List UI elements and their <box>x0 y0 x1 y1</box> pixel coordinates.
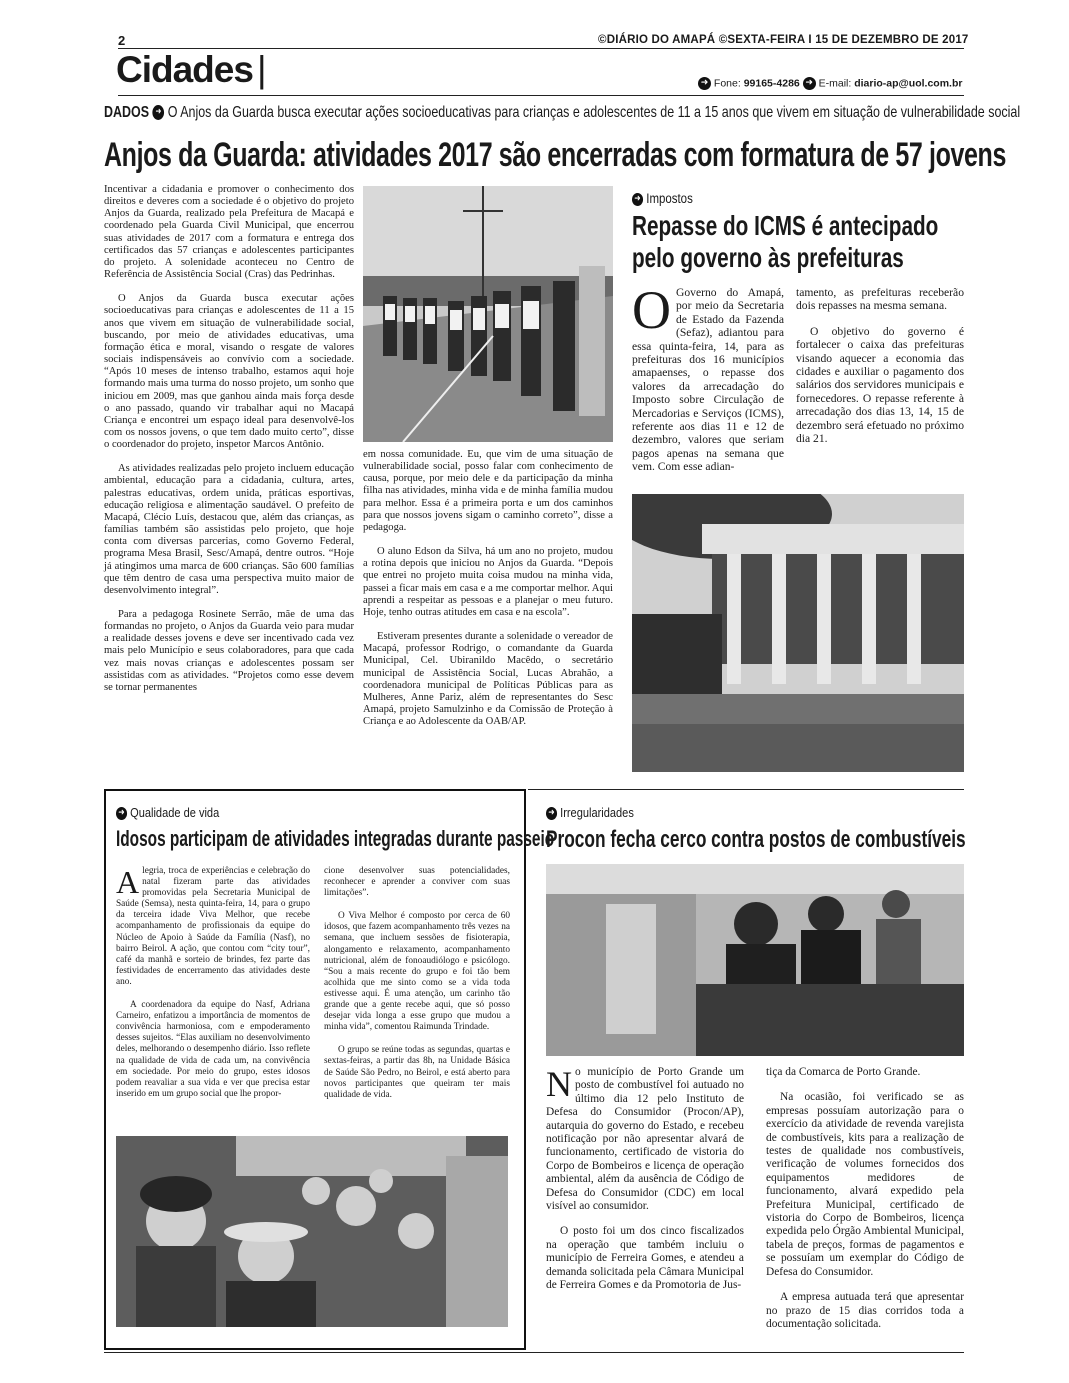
paragraph: O posto foi um dos cinco fiscalizados na operação que também incluiu o município de Ferreira Gomes, e atendeu a demanda solicitada pela Câmara Municipal de Ferreira Gomes e da Promotoria de Jus- <box>546 1225 744 1292</box>
phone-label: Fone: <box>713 77 741 90</box>
phone: 99165-4286 <box>743 77 800 90</box>
paragraph: A empresa autuada terá que apresentar no prazo de 15 dias corridos toda a documentação solicitada. <box>766 1291 964 1330</box>
idosos-lead: legria, troca de experiências e celebração do natal fizeram parte das atividades promovidas pela Secretaria Municipal de Saúde (Semsa), nesta quinta-feira, 14, para o grupo da terceira idade Viva Melhor, que recebe acompanhamento de profissionais da equipe do Núcleo de Apoio à Saúde da Família (Nasf), no bairro Beirol. A ação, que contou com “city tour”, café da manhã e sorteio de brindes, fez parte das festividades de encerramento das atividades deste ano. <box>116 866 310 987</box>
copyright-icon: © <box>598 34 607 46</box>
dateline <box>598 34 969 46</box>
arrow-icon: ➜ <box>698 77 711 90</box>
newspaper-name: DIÁRIO DO AMAPÁ <box>606 34 716 46</box>
paragraph: O grupo se reúne todas as segundas, quartas e sextas-feiras, a partir das 8h, na Unidade Básica de Saúde São Pedro, no Beirol, e está aberto para novos participantes que queiram ter mais qualidade de vida. <box>324 1045 510 1100</box>
arrow-icon: ➜ <box>632 193 643 206</box>
paragraph: O Anjos da Guarda busca executar ações socioeducativas para crianças e adolescentes de 11 a 15 anos que vivem em situação de vulnerabilidade social, buscando, por meio de atividades educativas, uma formação ética e moral, visando o resgate de valores sociais indispensáveis ao convívio com a sociedade. “Após 10 meses de intenso trabalho, estamos aqui hoje formando mais uma turma do nosso projeto, um sonho que iniciou em 2009, mas que ganhou ainda mais força desde o ano passado, quando vir trabalhar aqui no Macapá Criança e encontrei um espaço ideal para desenvolvê-los com os nossos jovens, o que tem dado muito certo”, disse o coordenador do projeto, inspetor Marcos Antônio. <box>104 293 354 451</box>
sefaz-building-art <box>632 494 964 772</box>
email-label: E-mail: <box>818 77 852 90</box>
formatura-photo-art <box>363 186 613 442</box>
procon-headline: Procon fecha cerco contra postos de combustíveis <box>546 826 966 853</box>
bus-passengers-photo <box>116 1136 508 1327</box>
formatura-photo <box>363 186 613 442</box>
procon-inspection-art <box>546 864 964 1056</box>
paragraph <box>116 866 310 988</box>
date-line: SEXTA-FEIRA I 15 DE DEZEMBRO DE 2017 <box>727 34 969 46</box>
copyright-icon: © <box>718 34 728 46</box>
paragraph: Na ocasião, foi verificado se as empresas possuíam autorização para o exercício da atividade de revenda varejista de combustíveis, kits para a realização de testes de qualidade nos combustíveis, verificação de volumes fornecidos dos equipamentos medidores de funcionamento, alvará expedido pela Prefeitura Municipal, certificado de vistoria do Corpo de Bombeiros, licença expedida pelo Órgão Ambiental Municipal, tabela de preços, formas de pagamentos e se possuíam um exemplar do Código de Defesa do Consumidor. <box>766 1091 964 1278</box>
header-bottom-rule <box>118 95 964 96</box>
section-separator <box>528 789 964 790</box>
paragraph: O objetivo do governo é fortalecer o caixa das prefeituras visando aquecer a economia das cidades e auxiliar o pagamento dos salários dos servidores municipais e fornecedores. O repasse referente à arrecadação dos dias 13, 14, 15 de dezembro será efetuado no próximo dia 21. <box>796 324 964 446</box>
kicker-label: DADOS <box>104 104 150 121</box>
bus-passengers-art <box>116 1136 508 1327</box>
kicker-text: O Anjos da Guarda busca executar ações socioeducativas para crianças e adolescentes de 11 a 15 anos que vivem em situação de vulnerabilidade social <box>167 104 1021 121</box>
paragraph: Para a pedagoga Rosinete Serrão, mãe de uma das formandas no projeto, o Anjos da Guarda veio para mudar a realidade desses jovens e deve ser incentivado cada vez mais pelo Município e seus colaboradores, para que cada vez mais novas crianças e adolescentes possam ser assistidas com as atividades. “Projetos como esse devem se tornar permanentes <box>104 609 354 693</box>
paragraph: cione desenvolver suas potencialidades, reconhecer e aprender a conviver com suas limitações”. <box>324 866 510 899</box>
procon-col1 <box>546 1066 744 1305</box>
contact-line <box>698 77 962 90</box>
paragraph: Incentivar a cidadania e promover o conhecimento dos direitos e deveres com a sociedade é o objetivo do projeto Anjos da Guarda, realizado pela Prefeitura de Macapá e coordenado pela Guarda Civil Municipal, que encerrou suas atividades de 2017 com a formatura e entrega dos certificados das 57 crianças e adolescentes participantes do projeto. A solenidade aconteceu no Centro de Referência de Assistência Social (Cras) das Pedrinhas. <box>104 184 354 281</box>
procon-inspection-photo <box>546 864 964 1056</box>
paragraph: O aluno Edson da Silva, há um ano no projeto, mudou a rotina depois que iniciou no Anjos da Guarda. “Depois que entrei no projeto muita coisa mudou na minha vida, passei a ficar mais em casa e a me comportar melhor. Aqui aprendi a respeitar as pessoas e a planejar o meu futuro. Hoje, tenho outras atitudes em casa e na escola”. <box>363 546 613 618</box>
icms-col2 <box>796 286 964 457</box>
main-article-col1 <box>104 184 354 706</box>
drop-cap: N <box>546 1064 572 1104</box>
paragraph: em nossa comunidade. Eu, que vim de uma situação de vulnerabilidade social, posso falar com conhecimento de causa, porque, por meio dele e da participação da minha filha nas atividades, minha vida e de minha família mudou para melhor. Essa é a primeira porta e um dos caminhos para que nossos jovens sigam o caminho correto”, disse a pedagoga. <box>363 449 613 533</box>
idosos-col1 <box>116 866 310 1112</box>
section-title: Cidades | <box>116 49 266 90</box>
paragraph: tamento, as prefeituras receberão dois repasses na mesma semana. <box>796 286 964 313</box>
procon-col2 <box>766 1066 964 1343</box>
main-headline: Anjos da Guarda: atividades 2017 são encerradas com formatura de 57 jovens <box>104 136 1006 174</box>
procon-kicker: ➜ Irregularidades <box>546 805 634 820</box>
idosos-col2 <box>324 866 510 1113</box>
arrow-icon: ➜ <box>546 807 557 820</box>
icms-kicker: ➜ Impostos <box>632 191 693 206</box>
paragraph: As atividades realizadas pelo projeto incluem educação ambiental, educação para a cidadania, cultura, artes, palestras educativas, ordem unida, práticas esportivas, educação religiosa e alimentação saudável. O prefeito de Macapá, Clécio Luís, destacou que, além das crianças, as famílias também são assistidas pelo projeto, que hoje conta com diversas parcerias, como Governo Federal, programa Mesa Brasil, Sesc/Amapá, dentre outros. “Hoje já atingimos uma marca de 600 crianças. São 600 famílias que têm dentro de casa uma perspectiva muito maior de desenvolvimento integral”. <box>104 463 354 596</box>
footer-rule <box>104 1352 964 1353</box>
idosos-headline: Idosos participam de atividades integradas durante passeio <box>116 826 555 851</box>
paragraph: O Viva Melhor é composto por cerca de 60 idosos, que fazem acompanhamento três vezes na semana, que incluem sessões de fisioterapia, alongamento e relaxamento, acompanhamento nutricional, além de fonoaudiólogo e psicólogo. “Sou a mais recente do grupo e foi tão bem acolhida que me sinto como se a vida toda estivesse aqui. É uma atenção, um carinho tão grande que a gente recebe aqui, que só posso desejar vida longa a esse grupo que mudou a minha vida”, comentou Raimunda Trindade. <box>324 911 510 1033</box>
drop-cap: O <box>632 280 671 340</box>
email-link[interactable]: diario-ap@uol.com.br <box>854 77 963 90</box>
icms-headline: Repasse do ICMS é antecipado pelo governo às prefeituras <box>632 210 939 273</box>
paragraph: tiça da Comarca de Porto Grande. <box>766 1066 921 1078</box>
arrow-icon: ➜ <box>803 77 816 90</box>
page-number: 2 <box>118 33 126 48</box>
icms-col1 <box>632 280 784 486</box>
paragraph: A coordenadora da equipe do Nasf, Adriana Carneiro, enfatizou a importância de momentos de convivência harmoniosa, com e empoderamento desses sujeitos. “Elas auxiliam no desenvolvimento deles, melhorando o desempenho diário. Isso reflete na qualidade de vida de cada um, na convivência em sociedade. Por meio do grupo, estes idosos podem reavaliar a sua vida e ver que precisa estar inserido em um grupo social que lhe propor- <box>116 1000 310 1099</box>
main-kicker <box>104 104 1020 122</box>
arrow-icon: ➜ <box>153 105 165 120</box>
paragraph <box>546 1066 744 1213</box>
paragraph <box>632 280 784 474</box>
icms-lead: Governo do Amapá, por meio da Secretaria de Estado da Fazenda (Sefaz), adiantou para essa quinta-feira, 14, para as prefeituras dos 16 municípios amapaenses, o repasse dos valores da arrecadação do Imposto sobre Circulação de Mercadorias e Serviços (ICMS), referente aos dias 11 e 12 de dezembro, valores que seriam pagos apenas na semana que vem. Com esse adian- <box>632 286 784 474</box>
main-article-col2 <box>363 449 613 740</box>
procon-lead: o município de Porto Grande um posto de combustível foi autuado no último dia 12 pelo Instituto de Defesa do Consumidor (Procon/AP), autarquia do governo do Estado, e recebeu notificação por não apresentar alvará de funcionamento, certificado de vistoria do Corpo de Bombeiros e licença de operação ambiental, além da ausência de Código de Defesa do Consumidor (CDC) em local visível ao consumidor. <box>546 1066 744 1213</box>
sefaz-building-photo <box>632 494 964 772</box>
paragraph: Estiveram presentes durante a solenidade o vereador de Macapá, professor Rodrigo, o comandante da Guarda Municipal, Cel. Ubiranildo Macêdo, o secretário municipal de Assistência Social, Lucas Abrahão, a coordenadora municipal de Políticas Públicas para as Mulheres, Anne Pariz, além de representantes do Sesc Amapá, projeto Samulzinho e da Comissão de Proteção à Criança e ao Adolescente da OAB/AP. <box>363 631 613 728</box>
arrow-icon: ➜ <box>116 807 127 820</box>
drop-cap: A <box>116 864 140 900</box>
idosos-kicker: ➜ Qualidade de vida <box>116 805 219 820</box>
